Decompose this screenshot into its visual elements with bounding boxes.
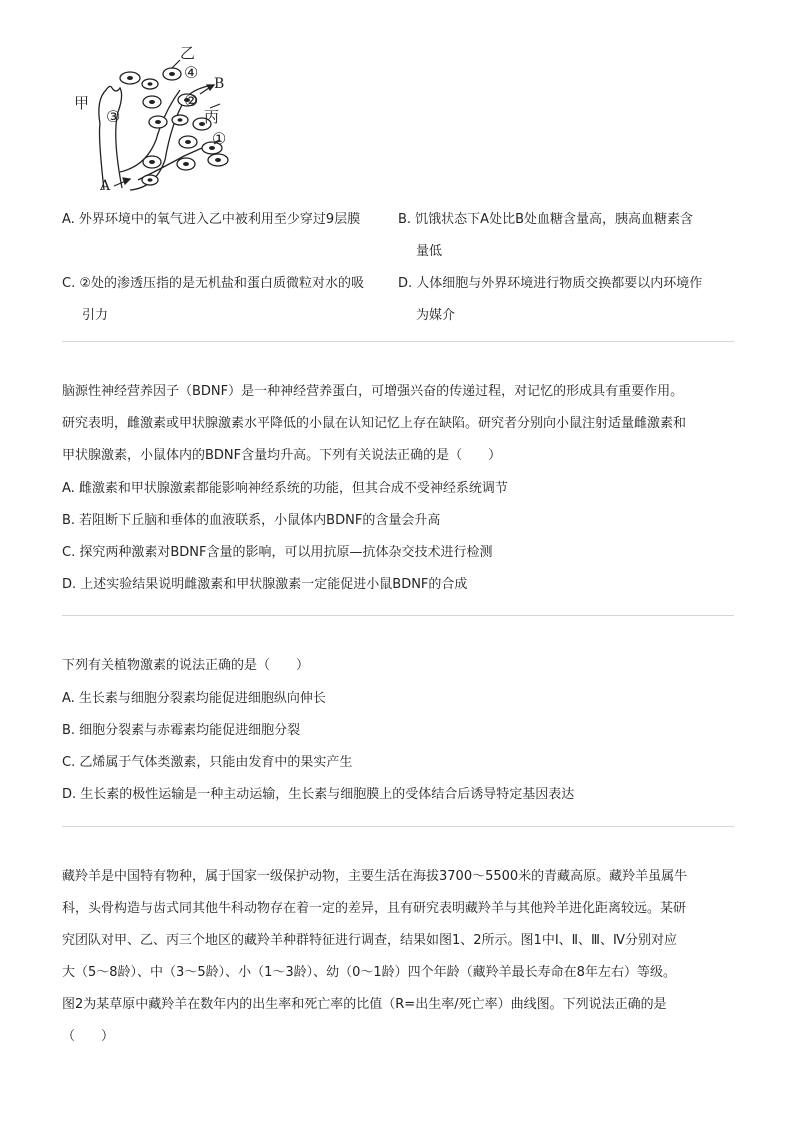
divider	[62, 341, 734, 342]
label-b: B	[214, 76, 225, 92]
divider	[62, 826, 734, 827]
tissue-diagram	[60, 40, 250, 198]
q1-option-c-continued: 引力	[82, 308, 109, 323]
q2-option-d: D. 上述实验结果说明雌激素和甲状腺激素一定能促进小鼠BDNF的合成	[62, 577, 468, 592]
q3-option-a: A. 生长素与细胞分裂素均能促进细胞纵向伸长	[62, 691, 326, 706]
vessel-jia-right-wall	[112, 88, 122, 188]
q4-stem-line: 大（5～8龄）、中（3～5龄）、小（1～3龄）、幼（0～1龄）四个年龄（藏羚羊最长寿命在8年左右）等级。	[62, 965, 676, 980]
q1-option-c: C. ②处的渗透压指的是无机盐和蛋白质微粒对水的吸	[62, 276, 364, 291]
q2-stem-line: 甲状腺激素，小鼠体内的BDNF含量均升高。下列有关说法正确的是（ ）	[62, 448, 502, 463]
q1-option-a: A. 外界环境中的氧气进入乙中被利用至少穿过9层膜	[62, 212, 361, 227]
q4-stem-line: 藏羚羊是中国特有物种，属于国家一级保护动物，主要生活在海拔3700～5500米的青藏高原。藏羚羊虽属牛	[62, 869, 688, 884]
q1-option-b-continued: 量低	[416, 244, 443, 259]
label-leader-yi	[172, 60, 180, 68]
q2-stem-line: 研究表明，雌激素或甲状腺激素水平降低的小鼠在认知记忆上存在缺陷。研究者分别向小鼠注射适量雌激素和	[62, 416, 687, 431]
divider	[62, 615, 734, 616]
label-circled-1: ①	[212, 129, 227, 148]
q3-option-d: D. 生长素的极性运输是一种主动运输，生长素与细胞膜上的受体结合后诱导特定基因表达	[62, 787, 575, 802]
q2-option-a: A. 雌激素和甲状腺激素都能影响神经系统的功能，但其合成不受神经系统调节	[62, 481, 508, 496]
q3-option-b: B. 细胞分裂素与赤霉素均能促进细胞分裂	[62, 723, 301, 738]
q1-option-b: B. 饥饿状态下A处比B处血糖含量高，胰高血糖素含	[398, 212, 693, 227]
label-circled-3: ③	[106, 107, 121, 126]
q4-stem-line: 图2为某草原中藏羚羊在数年内的出生率和死亡率的比值（R=出生率/死亡率）曲线图。下列说法正确的是	[62, 997, 667, 1012]
q4-stem-line: 究团队对甲、乙、丙三个地区的藏羚羊种群特征进行调查，结果如图1、2所示。图1中Ⅰ、Ⅱ、Ⅲ、Ⅳ分别对应	[62, 933, 678, 948]
label-jia: 甲	[74, 94, 90, 112]
q3-option-c: C. 乙烯属于气体类激素，只能由发育中的果实产生	[62, 755, 353, 770]
label-bing: 丙	[204, 108, 220, 126]
q2-option-c: C. 探究两种激素对BDNF含量的影响，可以用抗原—抗体杂交技术进行检测	[62, 545, 493, 560]
q1-option-d-continued: 为媒介	[416, 308, 456, 323]
q1-option-d: D. 人体细胞与外界环境进行物质交换都要以内环境作	[398, 276, 703, 291]
label-a: A	[100, 178, 111, 194]
q2-stem-line: 脑源性神经营养因子（BDNF）是一种神经营养蛋白，可增强兴奋的传递过程，对记忆的形成具有重要作用。	[62, 384, 684, 399]
label-yi: 乙	[180, 44, 196, 62]
q2-option-b: B. 若阻断下丘脑和垂体的血液联系，小鼠体内BDNF的含量会升高	[62, 513, 441, 528]
label-circled-2: ②	[184, 91, 199, 110]
q4-answer-blank: （ ）	[62, 1029, 115, 1044]
q4-stem-line: 科，头骨构造与齿式同其他牛科动物存在着一定的差异，且有研究表明藏羚羊与其他羚羊进化距离较远。某研	[62, 901, 687, 916]
label-circled-4: ④	[184, 63, 199, 82]
q3-stem: 下列有关植物激素的说法正确的是（ ）	[62, 658, 310, 673]
